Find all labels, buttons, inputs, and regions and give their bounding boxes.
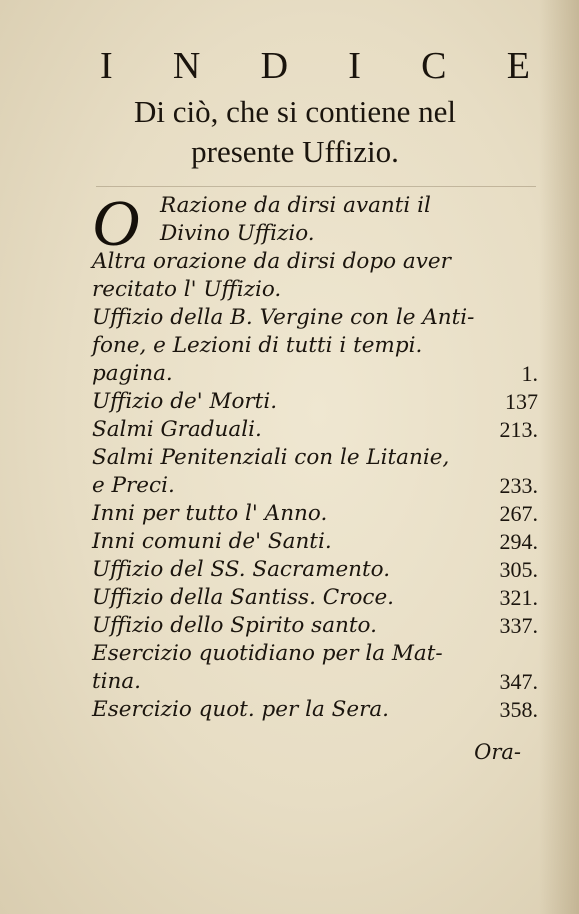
toc-entry — [92, 640, 540, 668]
toc-entry-text: Salmi Graduali. — [92, 417, 262, 442]
toc-page-number: 305. — [499, 557, 538, 582]
toc-entry — [92, 360, 540, 388]
toc-entry-text: Inni comuni de' Santi. — [92, 529, 332, 554]
toc-entry-text: tina. — [92, 669, 142, 694]
toc-page-number: 358. — [499, 697, 538, 722]
toc-entry-text: pagina. — [92, 361, 173, 386]
toc-entry — [92, 248, 540, 276]
catchword: Ora- — [474, 740, 521, 764]
toc-entry — [92, 444, 540, 472]
toc-entry — [92, 668, 540, 696]
title-letter: C — [421, 45, 447, 87]
toc-entry-text: Uffizio della Santiss. Croce. — [92, 585, 395, 610]
toc-entry-text: Uffizio della B. Vergine con le Anti- — [92, 305, 475, 330]
toc-page-number: 137 — [505, 389, 538, 414]
title-letter: E — [506, 45, 530, 87]
toc-page-number: 213. — [499, 417, 538, 442]
divider — [96, 186, 536, 187]
drop-cap: O — [92, 187, 140, 260]
toc-entry — [92, 584, 540, 612]
toc-entry-text: recitato l' Uffizio. — [92, 277, 282, 302]
toc-entry — [92, 304, 540, 332]
toc-entry — [92, 500, 540, 528]
toc-entry-text: Inni per tutto l' Anno. — [92, 501, 328, 526]
toc-entry — [92, 556, 540, 584]
toc-entry — [92, 332, 540, 360]
toc-page-number: 347. — [499, 669, 538, 694]
toc-entry-text: Uffizio dello Spirito santo. — [92, 613, 377, 638]
toc-entry — [92, 612, 540, 640]
toc-entry-text: Divino Uffizio. — [160, 221, 315, 246]
page-subtitle-line-2: presente Uffizio. — [191, 134, 399, 169]
toc-entry-text: Esercizio quot. per la Sera. — [92, 697, 390, 722]
title-letter: N — [172, 45, 201, 87]
toc-entry-text: Razione da dirsi avanti il — [160, 193, 431, 218]
toc-page-number: 321. — [499, 585, 538, 610]
toc-entry — [92, 416, 540, 444]
title-letter: I — [348, 45, 361, 87]
toc-entry — [92, 528, 540, 556]
toc-page-number: 233. — [499, 473, 538, 498]
toc-entry-text: e Preci. — [92, 473, 175, 498]
toc-entry — [92, 220, 540, 248]
toc-entry — [92, 276, 540, 304]
page-title — [100, 44, 530, 88]
page-subtitle-line-1: Di ciò, che si contiene nel — [134, 94, 456, 129]
toc-entry-text: fone, e Lezioni di tutti i tempi. — [92, 333, 423, 358]
toc-entry-text: Esercizio quotidiano per la Mat- — [92, 641, 443, 666]
toc-entry-text: Uffizio de' Morti. — [92, 389, 278, 414]
toc-entry-text: Uffizio del SS. Sacramento. — [92, 557, 391, 582]
toc-entry — [92, 388, 540, 416]
toc-page-number: 294. — [499, 529, 538, 554]
toc-page-number: 267. — [499, 501, 538, 526]
toc-page-number: 1. — [521, 361, 538, 386]
toc-entry — [92, 696, 540, 724]
title-letter: D — [260, 45, 289, 87]
toc-entry — [92, 192, 540, 220]
table-of-contents — [92, 187, 540, 724]
toc-entry — [92, 472, 540, 500]
toc-entry-text: Salmi Penitenziali con le Litanie, — [92, 445, 450, 470]
toc-entry-text: Altra orazione da dirsi dopo aver — [92, 249, 451, 274]
toc-page-number: 337. — [499, 613, 538, 638]
title-letter: I — [100, 45, 113, 87]
